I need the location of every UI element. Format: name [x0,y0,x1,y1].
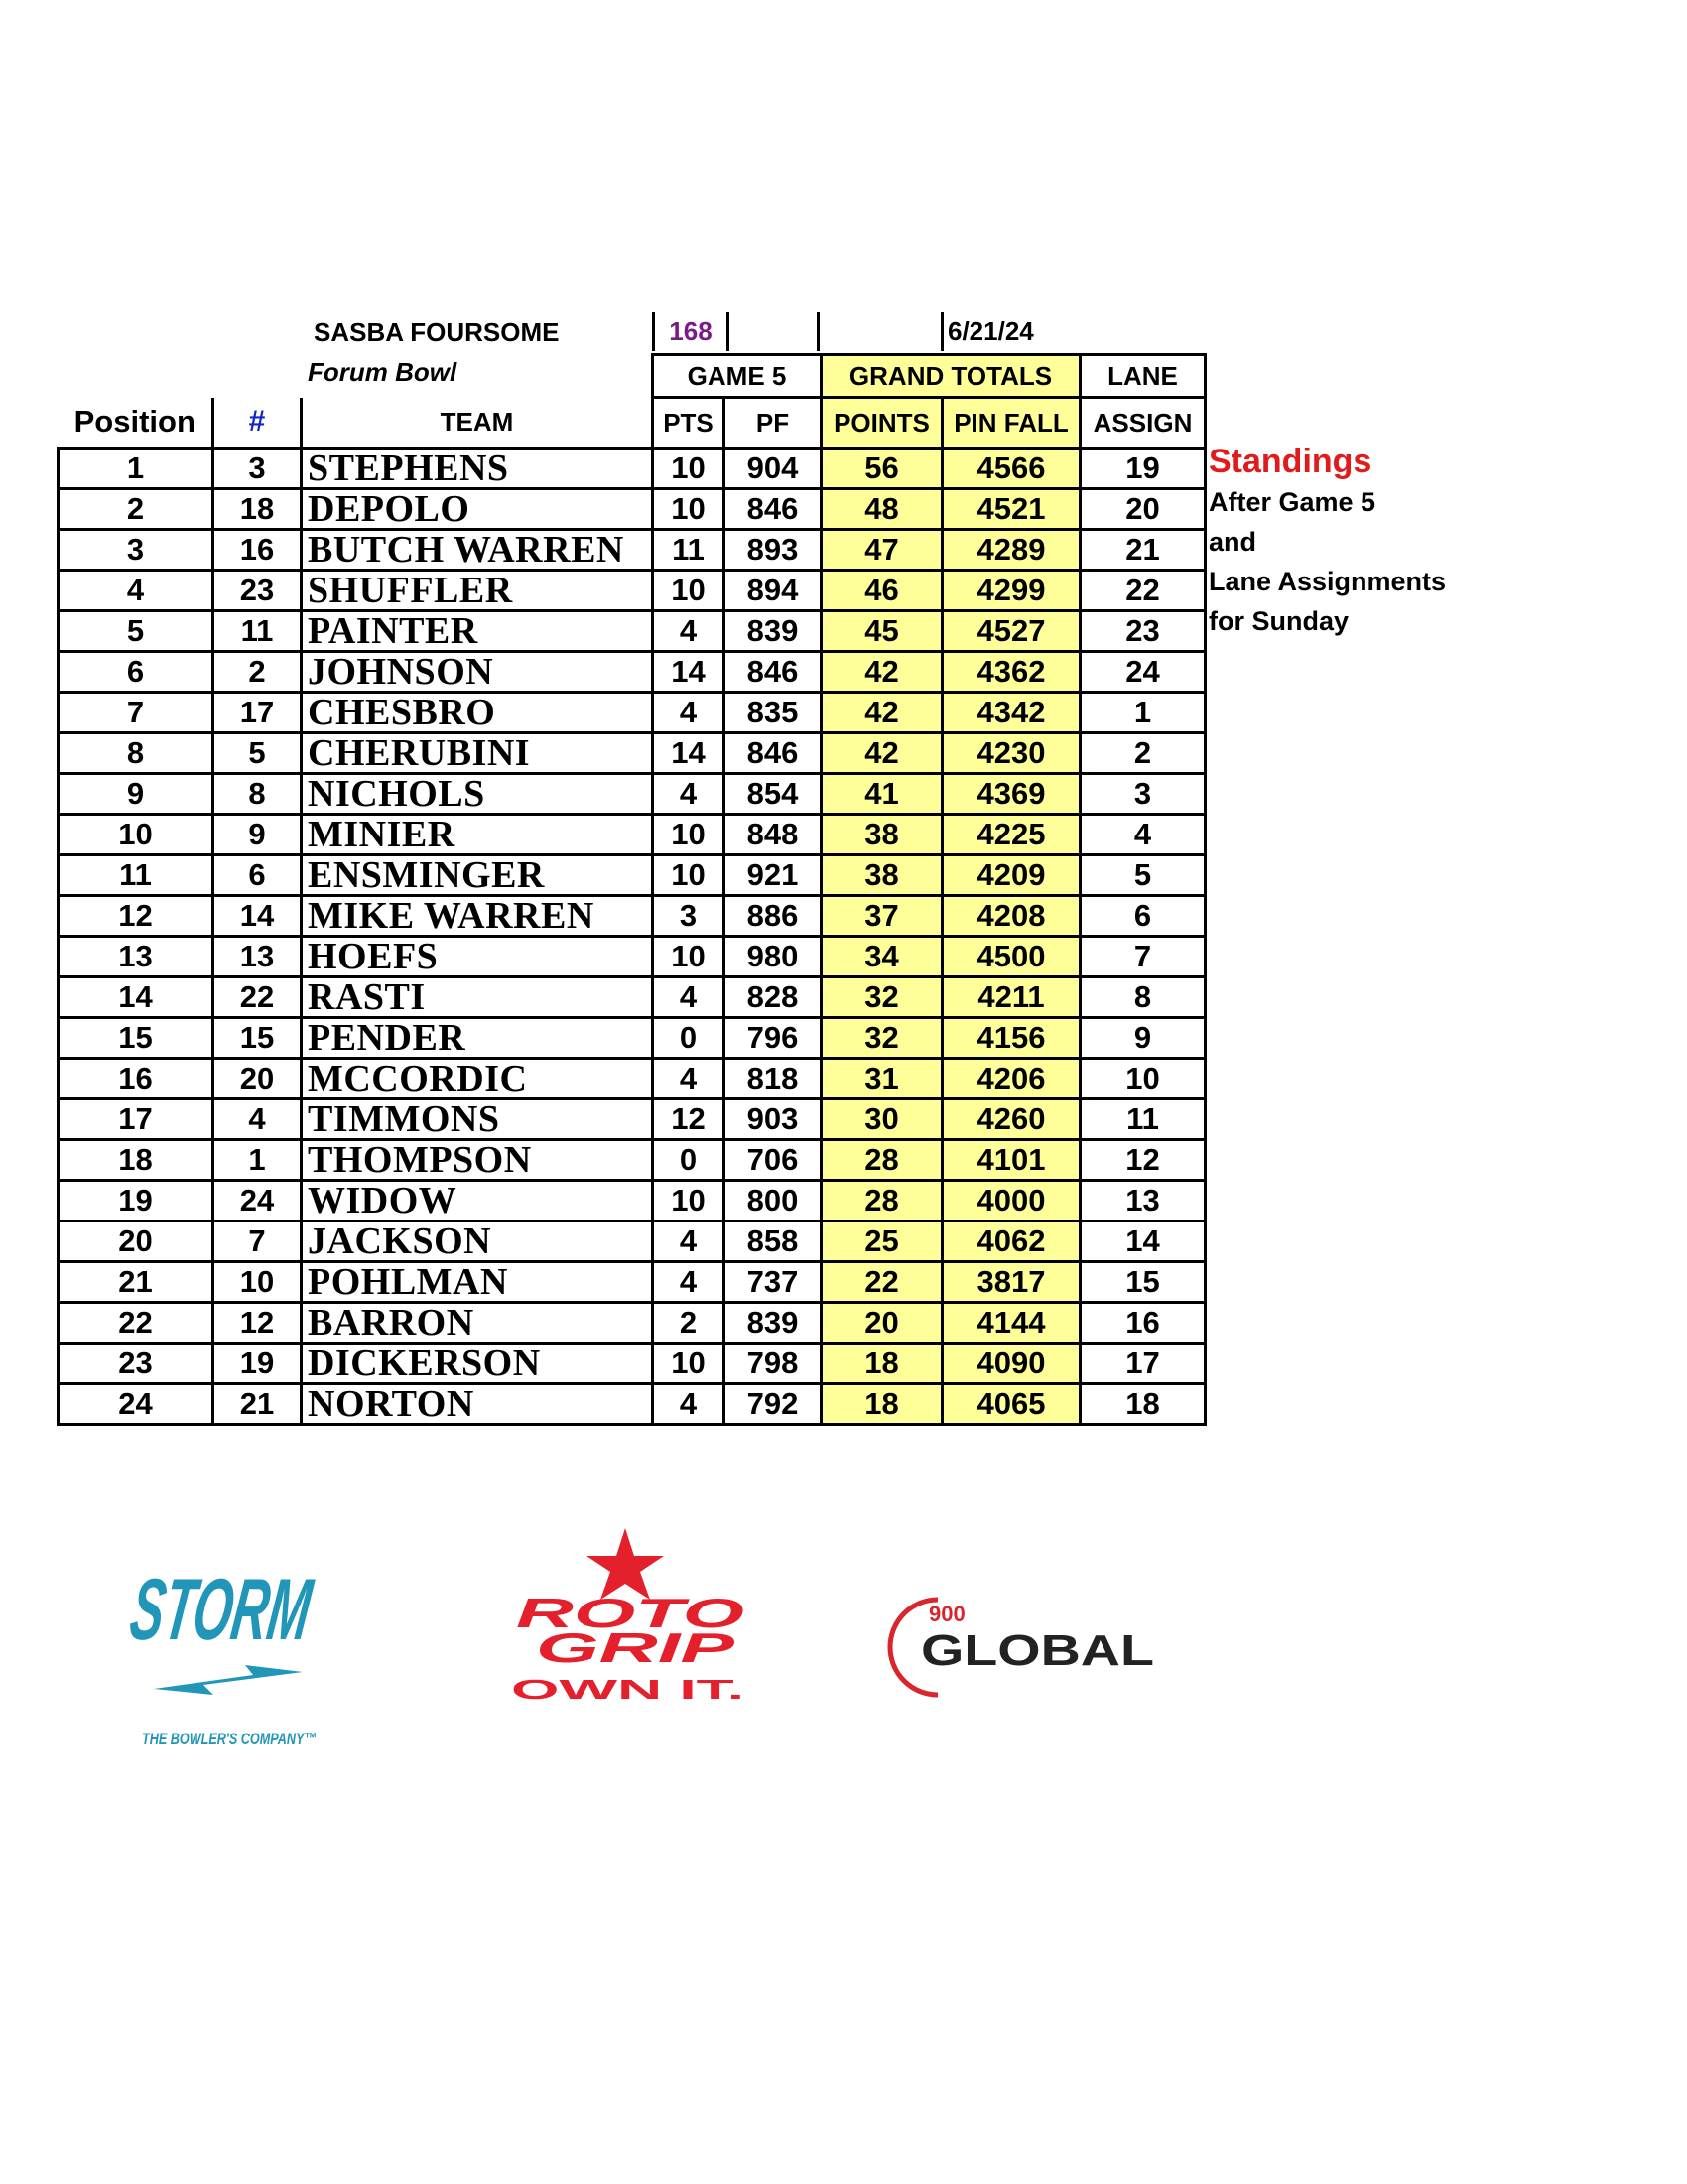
lane-header: LANE [1081,355,1206,398]
cell-number: 15 [213,1018,302,1059]
cell-pin-fall: 4362 [943,652,1081,693]
cell-number: 16 [213,530,302,571]
cell-position: 4 [59,571,213,611]
cell-pin-fall: 4521 [943,489,1081,530]
cell-pts: 10 [653,855,724,896]
roto-grip-logo [501,1528,769,1707]
cell-pin-fall: 4527 [943,611,1081,652]
cell-position: 24 [59,1384,213,1425]
cell-position: 17 [59,1099,213,1140]
cell-pin-fall: 4090 [943,1344,1081,1384]
cell-team: POHLMAN [302,1262,653,1303]
cell-pts: 3 [653,896,724,937]
cell-number: 6 [213,855,302,896]
grip-wordmark: GRIP [536,1624,736,1671]
cell-lane-assign: 13 [1081,1181,1206,1221]
cell-team: DEPOLO [302,489,653,530]
cell-pf: 858 [724,1221,822,1262]
cell-number: 23 [213,571,302,611]
cell-points: 42 [822,693,943,733]
header-spacer-cell [817,312,944,351]
cell-lane-assign: 21 [1081,530,1206,571]
table-row [59,1059,1206,1099]
cell-position: 6 [59,652,213,693]
cell-pf: 980 [724,937,822,977]
cell-pf: 839 [724,1303,822,1344]
cell-pf: 818 [724,1059,822,1099]
cell-points: 45 [822,611,943,652]
cell-number: 1 [213,1140,302,1181]
cell-team: PAINTER [302,611,653,652]
cell-pf: 904 [724,449,822,489]
cell-pts: 4 [653,977,724,1018]
cell-position: 5 [59,611,213,652]
table-row [59,815,1206,855]
cell-lane-assign: 5 [1081,855,1206,896]
cell-pin-fall: 4225 [943,815,1081,855]
cell-pts: 12 [653,1099,724,1140]
cell-team: PENDER [302,1018,653,1059]
notes-line: After Game 5 [1209,487,1376,517]
cell-team: SHUFFLER [302,571,653,611]
cell-position: 8 [59,733,213,774]
header-number: 168 [652,312,729,351]
cell-lane-assign: 8 [1081,977,1206,1018]
cell-pf: 706 [724,1140,822,1181]
cell-number: 18 [213,489,302,530]
group-header-blank [59,355,653,398]
cell-pts: 10 [653,1344,724,1384]
cell-lane-assign: 16 [1081,1303,1206,1344]
cell-number: 5 [213,733,302,774]
cell-pin-fall: 4206 [943,1059,1081,1099]
cell-position: 2 [59,489,213,530]
cell-pin-fall: 4299 [943,571,1081,611]
cell-team: CHESBRO [302,693,653,733]
table-row [59,489,1206,530]
cell-position: 13 [59,937,213,977]
game-header: GAME 5 [653,355,822,398]
cell-lane-assign: 18 [1081,1384,1206,1425]
cell-pf: 828 [724,977,822,1018]
table-row [59,1384,1206,1425]
cell-pin-fall: 4230 [943,733,1081,774]
table-row [59,693,1206,733]
cell-pf: 848 [724,815,822,855]
cell-number: 10 [213,1262,302,1303]
venue-name: Forum Bowl [308,357,457,387]
cell-pin-fall: 4211 [943,977,1081,1018]
standings-notes [1209,441,1446,641]
standings-table [57,353,1207,1426]
cell-team: BARRON [302,1303,653,1344]
cell-position: 18 [59,1140,213,1181]
col-number: # [213,398,302,449]
cell-lane-assign: 6 [1081,896,1206,937]
cell-number: 7 [213,1221,302,1262]
cell-lane-assign: 24 [1081,652,1206,693]
storm-logo [124,1558,453,1756]
cell-pin-fall: 4566 [943,449,1081,489]
cell-lane-assign: 9 [1081,1018,1206,1059]
table-row [59,571,1206,611]
cell-number: 12 [213,1303,302,1344]
cell-position: 11 [59,855,213,896]
cell-pin-fall: 4208 [943,896,1081,937]
cell-pts: 10 [653,449,724,489]
col-team: TEAM [302,398,653,449]
table-row [59,530,1206,571]
grand-totals-header: GRAND TOTALS [822,355,1081,398]
table-row [59,1344,1206,1384]
table-row [59,1140,1206,1181]
col-assign: ASSIGN [1081,398,1206,449]
cell-team: HOEFS [302,937,653,977]
cell-points: 34 [822,937,943,977]
table-row [59,1262,1206,1303]
cell-points: 41 [822,774,943,815]
cell-number: 20 [213,1059,302,1099]
cell-points: 28 [822,1140,943,1181]
cell-pin-fall: 4000 [943,1181,1081,1221]
notes-line: for Sunday [1209,606,1350,636]
cell-points: 48 [822,489,943,530]
cell-lane-assign: 10 [1081,1059,1206,1099]
storm-tagline: THE BOWLER'S COMPANY™ [142,1730,317,1748]
cell-points: 18 [822,1344,943,1384]
cell-position: 14 [59,977,213,1018]
cell-points: 46 [822,571,943,611]
table-row [59,774,1206,815]
cell-number: 19 [213,1344,302,1384]
cell-number: 9 [213,815,302,855]
cell-pts: 11 [653,530,724,571]
cell-pts: 2 [653,1303,724,1344]
cell-team: STEPHENS [302,449,653,489]
cell-points: 20 [822,1303,943,1344]
cell-position: 10 [59,815,213,855]
cell-pts: 4 [653,693,724,733]
cell-lane-assign: 23 [1081,611,1206,652]
cell-pts: 0 [653,1018,724,1059]
cell-pf: 893 [724,530,822,571]
cell-pf: 800 [724,1181,822,1221]
notes-line: and [1209,527,1257,557]
notes-line: Lane Assignments [1209,567,1447,596]
cell-pf: 796 [724,1018,822,1059]
col-pin-fall: PIN FALL [943,398,1081,449]
cell-pf: 737 [724,1262,822,1303]
table-row [59,1099,1206,1140]
roto-grip-slogan: OWN IT. [511,1674,744,1705]
cell-points: 47 [822,530,943,571]
cell-pin-fall: 4369 [943,774,1081,815]
cell-pts: 4 [653,1262,724,1303]
cell-number: 21 [213,1384,302,1425]
cell-lane-assign: 11 [1081,1099,1206,1140]
cell-points: 38 [822,815,943,855]
cell-points: 37 [822,896,943,937]
cell-pts: 14 [653,652,724,693]
cell-team: CHERUBINI [302,733,653,774]
col-pf: PF [724,398,822,449]
cell-lane-assign: 3 [1081,774,1206,815]
cell-pin-fall: 4500 [943,937,1081,977]
cell-pf: 846 [724,652,822,693]
cell-position: 22 [59,1303,213,1344]
cell-position: 23 [59,1344,213,1384]
cell-position: 3 [59,530,213,571]
table-row [59,855,1206,896]
cell-team: BUTCH WARREN [302,530,653,571]
cell-pts: 10 [653,571,724,611]
cell-pts: 14 [653,733,724,774]
table-row [59,652,1206,693]
table-row [59,937,1206,977]
cell-team: JACKSON [302,1221,653,1262]
cell-pf: 839 [724,611,822,652]
global-wordmark: GLOBAL [921,1626,1154,1675]
cell-team: MCCORDIC [302,1059,653,1099]
cell-position: 21 [59,1262,213,1303]
cell-pin-fall: 4065 [943,1384,1081,1425]
table-row [59,896,1206,937]
global-900-mark: 900 [929,1602,966,1626]
cell-lane-assign: 2 [1081,733,1206,774]
header-date: 6/21/24 [941,312,1034,351]
cell-pf: 903 [724,1099,822,1140]
cell-number: 3 [213,449,302,489]
col-position: Position [73,404,195,440]
cell-points: 25 [822,1221,943,1262]
cell-lane-assign: 15 [1081,1262,1206,1303]
cell-number: 11 [213,611,302,652]
cell-points: 56 [822,449,943,489]
table-row [59,1018,1206,1059]
cell-team: MIKE WARREN [302,896,653,937]
cell-pin-fall: 4260 [943,1099,1081,1140]
cell-position: 20 [59,1221,213,1262]
global-900-logo [893,1588,1171,1707]
cell-lane-assign: 19 [1081,449,1206,489]
cell-points: 18 [822,1384,943,1425]
table-row [59,1303,1206,1344]
cell-pf: 798 [724,1344,822,1384]
cell-pf: 894 [724,571,822,611]
cell-pts: 10 [653,1181,724,1221]
table-row [59,977,1206,1018]
cell-lane-assign: 7 [1081,937,1206,977]
cell-number: 13 [213,937,302,977]
cell-pf: 886 [724,896,822,937]
cell-team: NORTON [302,1384,653,1425]
cell-position: 1 [59,449,213,489]
cell-pin-fall: 3817 [943,1262,1081,1303]
cell-points: 32 [822,1018,943,1059]
cell-pf: 835 [724,693,822,733]
cell-points: 30 [822,1099,943,1140]
notes-title: Standings [1209,443,1372,480]
cell-pin-fall: 4209 [943,855,1081,896]
cell-team: DICKERSON [302,1344,653,1384]
cell-team: THOMPSON [302,1140,653,1181]
cell-points: 32 [822,977,943,1018]
cell-number: 4 [213,1099,302,1140]
table-row [59,1221,1206,1262]
cell-points: 42 [822,733,943,774]
column-header-row [59,398,1206,449]
cell-points: 31 [822,1059,943,1099]
cell-points: 42 [822,652,943,693]
cell-pts: 10 [653,937,724,977]
cell-pts: 0 [653,1140,724,1181]
cell-position: 16 [59,1059,213,1099]
cell-pin-fall: 4342 [943,693,1081,733]
cell-number: 2 [213,652,302,693]
cell-pts: 4 [653,1221,724,1262]
cell-pts: 4 [653,774,724,815]
group-header-row [59,355,1206,398]
cell-pf: 921 [724,855,822,896]
cell-pts: 4 [653,1384,724,1425]
cell-number: 14 [213,896,302,937]
cell-number: 22 [213,977,302,1018]
cell-pf: 854 [724,774,822,815]
cell-team: TIMMONS [302,1099,653,1140]
cell-pts: 4 [653,1059,724,1099]
cell-lane-assign: 20 [1081,489,1206,530]
cell-pin-fall: 4289 [943,530,1081,571]
cell-position: 12 [59,896,213,937]
cell-lane-assign: 17 [1081,1344,1206,1384]
cell-number: 24 [213,1181,302,1221]
table-row [59,1181,1206,1221]
cell-team: JOHNSON [302,652,653,693]
cell-pf: 846 [724,489,822,530]
cell-pin-fall: 4144 [943,1303,1081,1344]
cell-pf: 792 [724,1384,822,1425]
storm-wordmark: STORM [124,1560,453,1658]
cell-pts: 10 [653,489,724,530]
cell-lane-assign: 1 [1081,693,1206,733]
storm-lightning-icon [154,1665,303,1695]
cell-points: 28 [822,1181,943,1221]
cell-team: WIDOW [302,1181,653,1221]
cell-pin-fall: 4062 [943,1221,1081,1262]
cell-lane-assign: 22 [1081,571,1206,611]
roto-wordmark: ROTO [516,1590,744,1636]
table-row [59,449,1206,489]
cell-position: 9 [59,774,213,815]
cell-lane-assign: 4 [1081,815,1206,855]
cell-number: 17 [213,693,302,733]
cell-team: MINIER [302,815,653,855]
cell-team: NICHOLS [302,774,653,815]
cell-pts: 4 [653,611,724,652]
table-row [59,733,1206,774]
cell-pin-fall: 4156 [943,1018,1081,1059]
cell-team: ENSMINGER [302,855,653,896]
cell-points: 38 [822,855,943,896]
cell-team: RASTI [302,977,653,1018]
col-points: POINTS [822,398,943,449]
cell-position: 7 [59,693,213,733]
cell-lane-assign: 12 [1081,1140,1206,1181]
cell-position: 15 [59,1018,213,1059]
league-title: SASBA FOURSOME [314,318,560,347]
cell-number: 8 [213,774,302,815]
cell-position: 19 [59,1181,213,1221]
cell-points: 22 [822,1262,943,1303]
table-row [59,611,1206,652]
cell-pf: 846 [724,733,822,774]
cell-pin-fall: 4101 [943,1140,1081,1181]
col-pts: PTS [653,398,724,449]
cell-lane-assign: 14 [1081,1221,1206,1262]
cell-pts: 10 [653,815,724,855]
